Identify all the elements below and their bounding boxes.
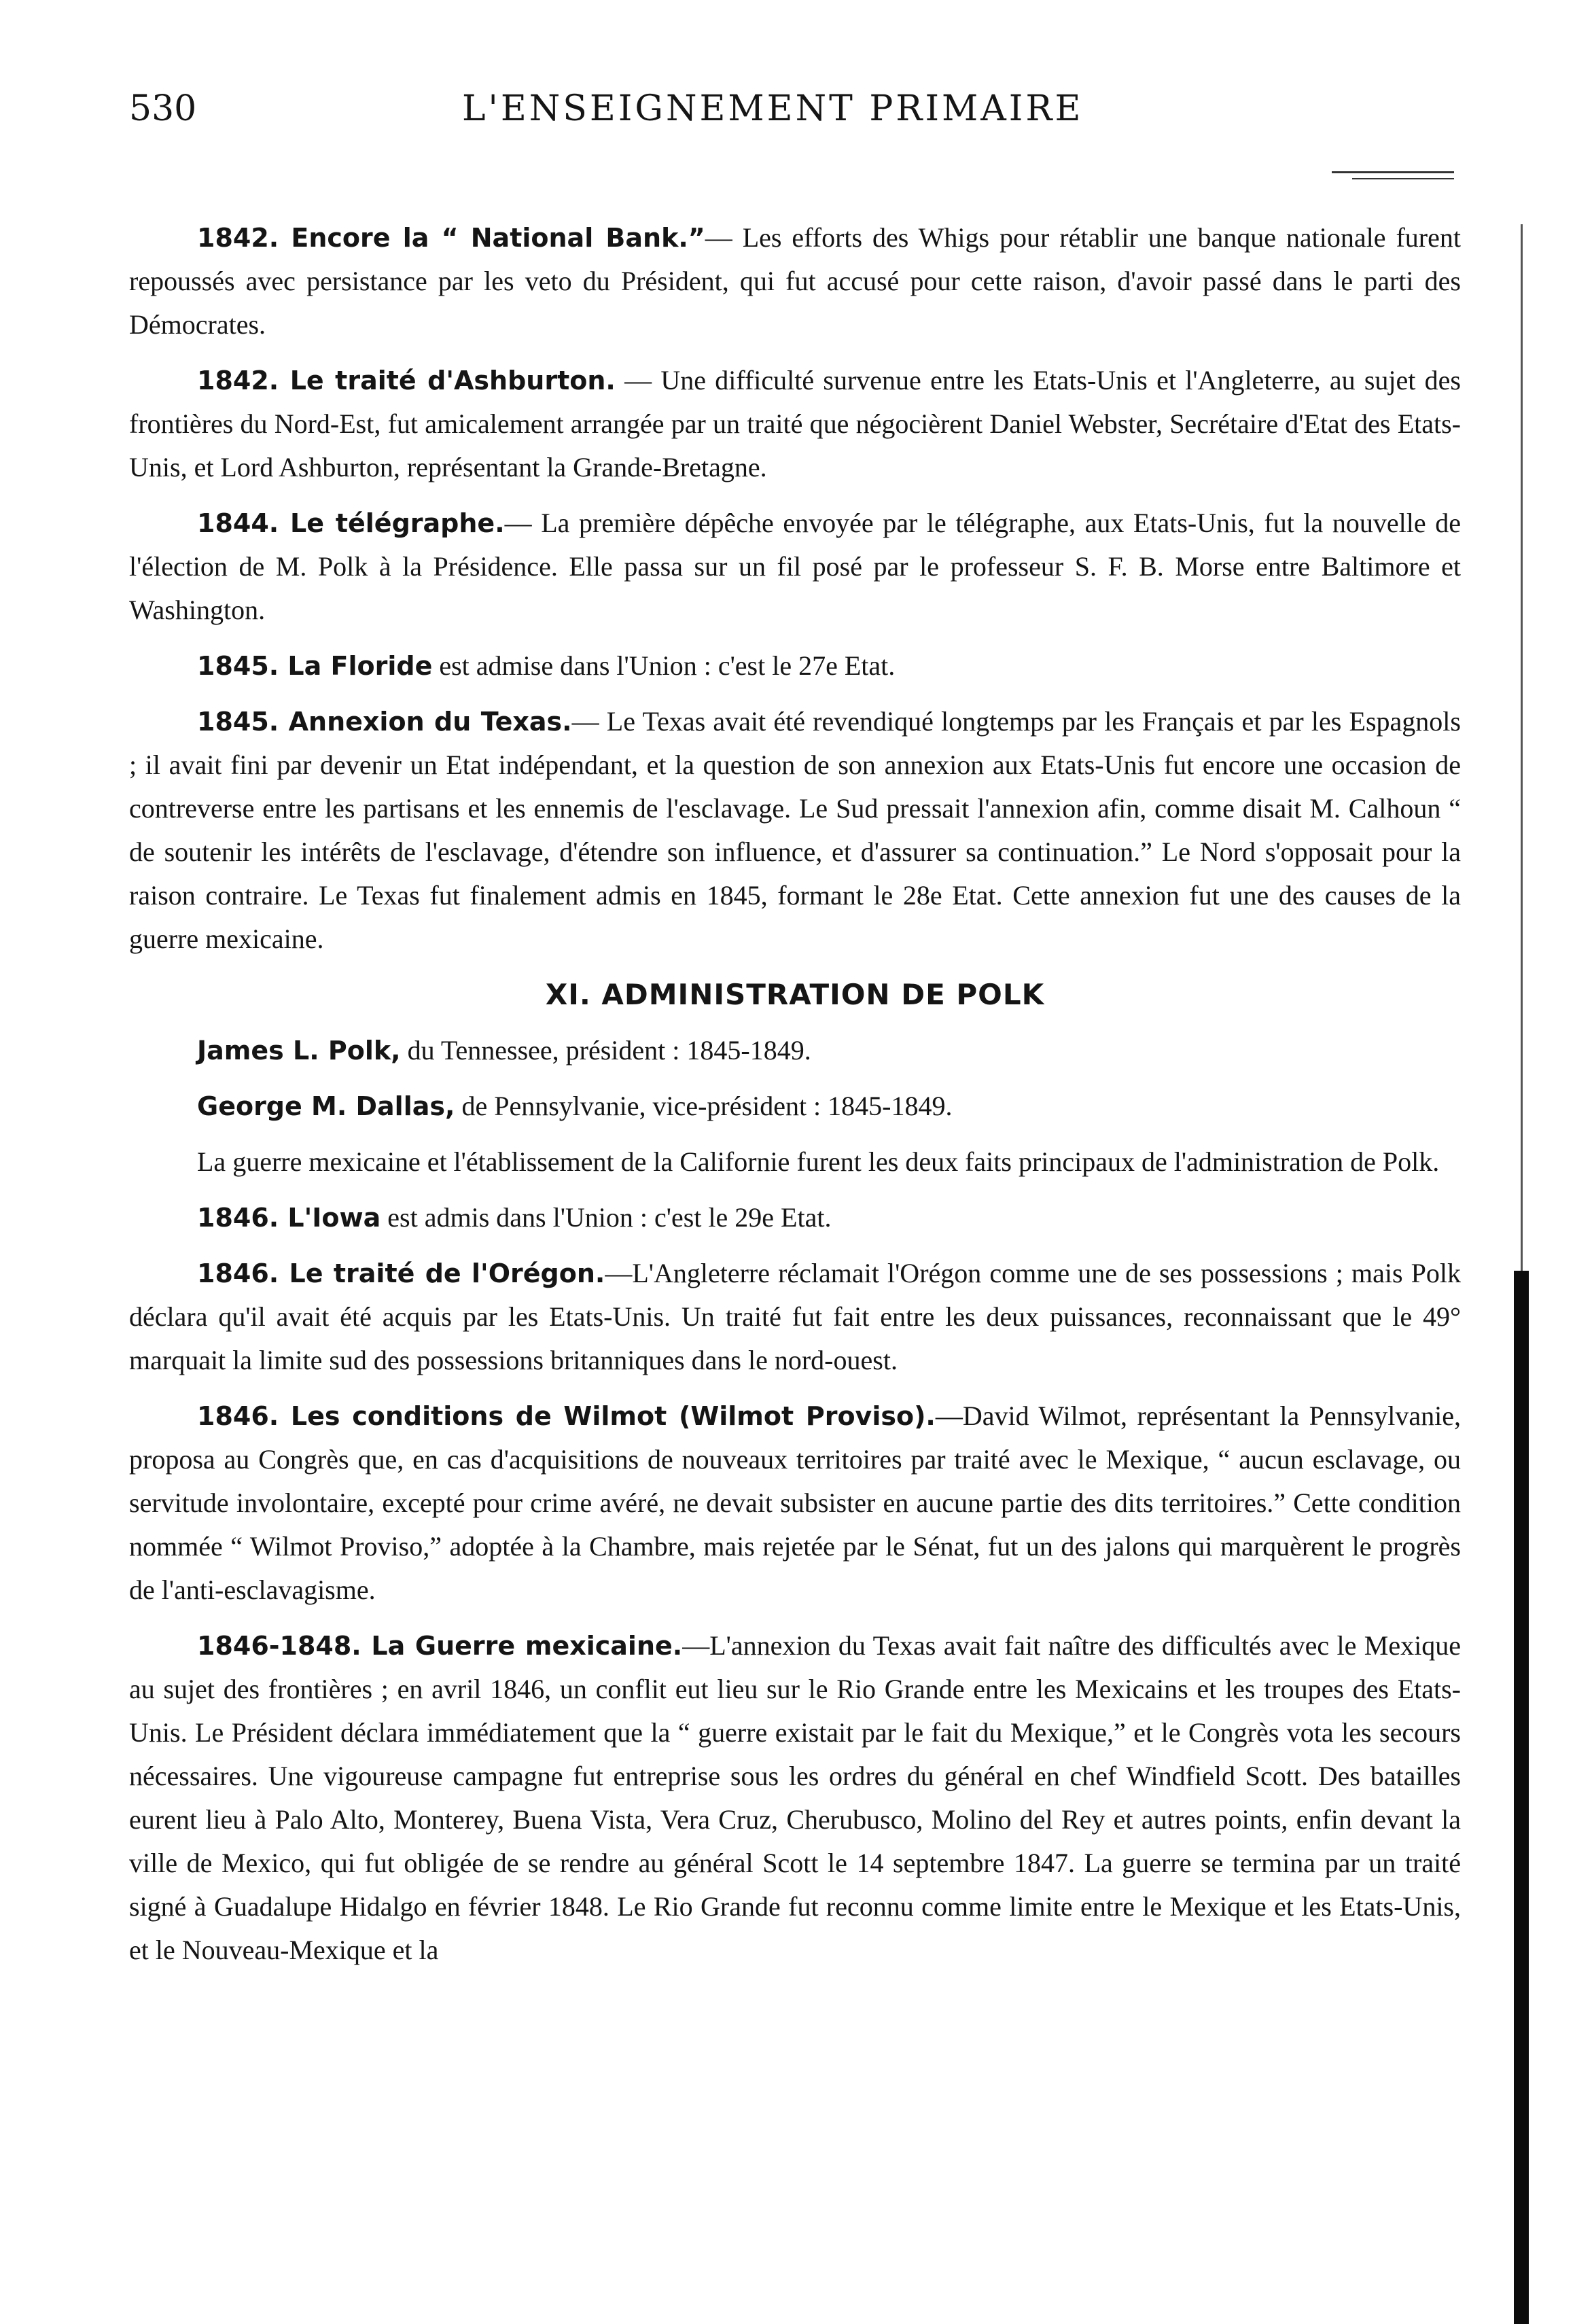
paragraph-heading: 1846. Les conditions de Wilmot (Wilmot Proviso). — [197, 1401, 936, 1431]
paragraph-floride — [129, 644, 1461, 688]
paragraph-text: —L'annexion du Texas avait fait naître des difficultés avec le Mexique au sujet des frontières ; en avril 1846, un conflit eut lieu sur le Rio Grande entre les Mexicains et les troupes des Etats-Unis. Le Président déclara immédiatement que la “ guerre existait par le fait du Mexique,” et le Congrès vota les secours nécessaires. Une vigoureuse campagne fut entreprise sous les ordres du général en chef Windfield Scott. Des batailles eurent lieu à Palo Alto, Monterey, Buena Vista, Vera Cruz, Cherubusco, Molino del Rey et autres points, enfin devant la ville de Mexico, qui fut obligée de se rendre au général Scott le 14 septembre 1847. La guerre se termina par un traité signé à Guadalupe Hidalgo en février 1848. Le Rio Grande fut reconnu comme limite entre le Mexique et les Etats-Unis, et le Nouveau-Mexique et la — [129, 1630, 1461, 1965]
page-body — [129, 216, 1461, 1984]
paragraph-text: est admise dans l'Union : c'est le 27e Etat. — [432, 650, 896, 681]
paragraph-text: — Le Texas avait été revendiqué longtemps par les Français et par les Espagnols ; il avait fini par devenir un Etat indépendant, et la question de son annexion aux Etats-Unis fut encore une occasion de contreverse entre les partisans et les ennemis de l'esclavage. Le Sud pressait l'annexion afin, comme disait M. Calhoun “ de soutenir les intérêts de l'esclavage, d'étendre son influence, et d'assurer sa continuation.” Le Nord s'opposait pour la raison contraire. Le Texas fut finalement admis en 1845, formant le 28e Etat. Cette annexion fut une des causes de la guerre mexicaine. — [129, 706, 1461, 954]
paragraph-heading: 1844. Le télégraphe. — [197, 508, 505, 538]
officer-name: George M. Dallas, — [197, 1091, 455, 1121]
scan-edge-line — [1521, 224, 1523, 1271]
paragraph-wilmot — [129, 1394, 1461, 1612]
running-title: L'ENSEIGNEMENT PRIMAIRE — [462, 88, 1084, 129]
section-title: XI. ADMINISTRATION DE POLK — [545, 978, 1045, 1011]
paragraph-text: — Les efforts des Whigs pour rétablir une banque nationale furent repoussés avec persistance par les veto du Président, qui fut accusé pour cette raison, d'avoir passé dans le parti des Démocrates. — [129, 222, 1461, 340]
paragraph-heading: 1845. La Floride — [197, 651, 433, 681]
paragraph-telegraphe — [129, 501, 1461, 632]
scan-edge-shadow — [1514, 1271, 1529, 2324]
paragraph-heading: 1842. Le traité d'Ashburton. — [197, 366, 616, 395]
paragraph-oregon — [129, 1252, 1461, 1382]
paragraph-national-bank — [129, 216, 1461, 347]
paragraph-text: — Une difficulté survenue entre les Etats-Unis et l'Angleterre, au sujet des frontières du Nord-Est, fut amicalement arrangée par un traité que négocièrent Daniel Webster, Secrétaire d'Etat des Etats-Unis, et Lord Ashburton, représentant la Grande-Bretagne. — [129, 365, 1461, 482]
paragraph-heading: 1846. L'Iowa — [197, 1203, 381, 1233]
paragraph-text: — La première dépêche envoyée par le télégraphe, aux Etats-Unis, fut la nouvelle de l'élection de M. Polk à la Présidence. Elle passa sur un fil posé par le professeur S. F. B. Morse entre Baltimore et Washington. — [129, 508, 1461, 625]
paragraph-guerre-mexicaine — [129, 1624, 1461, 1972]
paragraph-heading: 1846. Le traité de l'Orégon. — [197, 1258, 605, 1288]
officer-name: James L. Polk, — [197, 1036, 401, 1066]
officer-vice-president — [129, 1085, 1461, 1128]
paragraph-heading: 1842. Encore la “ National Bank.” — [197, 223, 705, 253]
header-rule — [1332, 171, 1454, 173]
paragraph-text: —L'Angleterre réclamait l'Orégon comme une de ses possessions ; mais Polk déclara qu'il avait été acquis par les Etats-Unis. Un traité fut fait entre les deux puissances, reconnaissant que le 49° marquait la limite sud des possessions britanniques dans le nord-ouest. — [129, 1258, 1462, 1375]
paragraph-ashburton — [129, 359, 1461, 489]
officer-text: du Tennessee, président : 1845-1849. — [400, 1035, 811, 1066]
officer-president — [129, 1029, 1461, 1072]
page-number: 530 — [129, 88, 197, 129]
officer-text: de Pennsylvanie, vice-président : 1845-1849. — [455, 1091, 953, 1121]
header-rule-secondary — [1352, 178, 1454, 179]
paragraph-texas — [129, 700, 1461, 961]
paragraph-iowa — [129, 1196, 1461, 1239]
paragraph-intro: La guerre mexicaine et l'établissement de la Californie furent les deux faits principaux de l'administration de Polk. — [197, 1146, 1440, 1177]
paragraph-heading: 1845. Annexion du Texas. — [197, 707, 572, 737]
paragraph-text: —David Wilmot, représentant la Pennsylvanie, proposa au Congrès que, en cas d'acquisitions de nouveaux territoires par traité avec le Mexique, “ aucun esclavage, ou servitude involontaire, excepté pour crime avéré, ne devait subsister en aucune partie des dits territoires.” Cette condition nommée “ Wilmot Proviso,” adoptée à la Chambre, mais rejetée par le Sénat, fut un des jalons qui marquèrent le progrès de l'anti-esclavagisme. — [129, 1401, 1461, 1605]
paragraph-heading: 1846-1848. La Guerre mexicaine. — [197, 1631, 683, 1661]
paragraph-text: est admis dans l'Union : c'est le 29e Etat. — [381, 1202, 832, 1233]
